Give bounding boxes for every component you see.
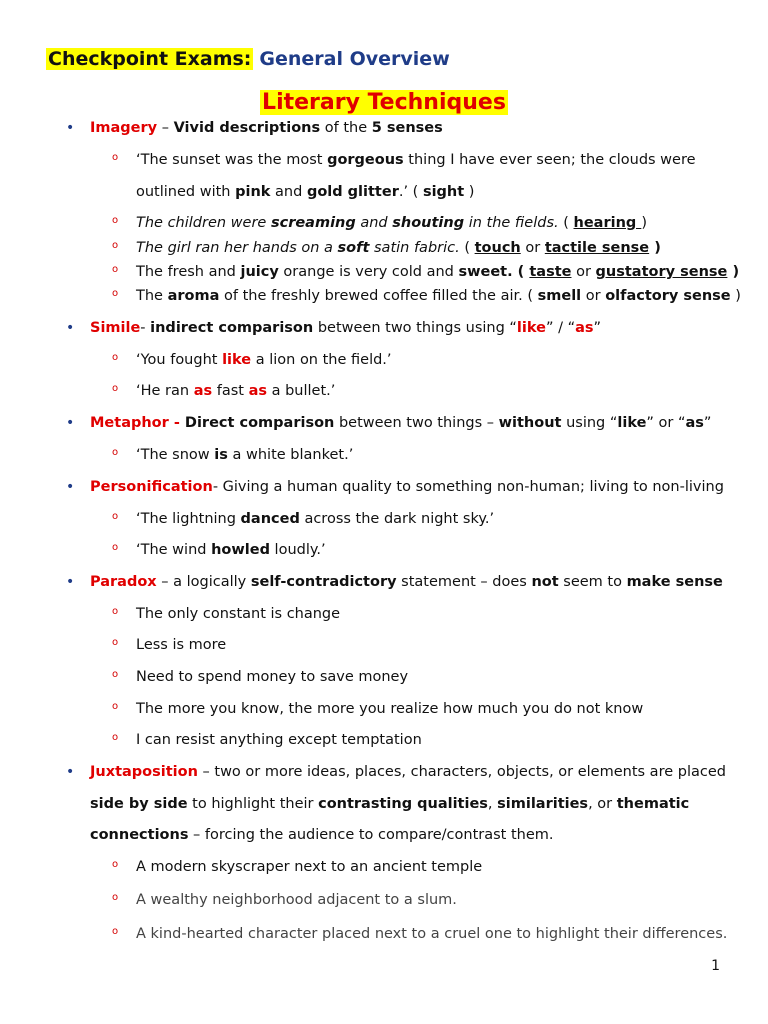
bullet-icon [66,120,74,136]
bullet-icon [66,764,74,780]
document-page: Checkpoint Exams: General Overview Literary Techniques • Imagery – Vivid descriptions of the 5 senses o ‘The sunset was the most gorgeous thing I have ever seen; the clouds were outlined with pink and gold glitter.’ ( sight ) o The children were screaming and shouting in the fields. ( hearing ) o The girl ran her hands on a soft satin fabric. ( touch or tactile sense ) o The fresh and juicy orange is very cold and sweet. ( taste or gustatory sense ) o The aroma of the freshly brewed coffee filled the air. ( smell or olfactory sense ) • Simile- indirect comparison between two things using “like” / “as” o ‘You fought like a lion on the field.’ o ‘He ran as fast as a bullet.’ • Metaphor - Direct comparison between two things – without using “like” or “as” o ‘The snow is a white blanket.’ • Personification- Giving a human quality to something non-human; living to non-living o ‘The lightning danced across the dark night sky.’ o ‘The wind howled loudly.’ • Paradox – a logically self-contradictory statement – does not seem to make sense o The only constant is change o Less is more o Need to spend money to save money o The more you know, the more you realize how much you do not know o I can resist anything except temptation • Juxtaposition – two or more ideas, places, characters, objects, or elements are placed side by side to highlight their contrasting qualities, similarities, or thematic connections – forcing the audience to compare/contrast them. o A modern skyscraper next to an ancient temple o A wealthy neighborhood adjacent to a slum. o A kind-hearted character placed next to a cruel one to highlight their differences. 1 [0,0,768,1024]
circle-bullet-icon: o [112,637,119,648]
page-number: 1 [711,958,720,974]
bullet-icon [66,574,74,590]
circle-bullet-icon: o [112,701,119,712]
header-label: Checkpoint Exams: [48,48,252,70]
circle-bullet-icon: o [112,859,119,870]
circle-bullet-icon: o [112,892,119,903]
circle-bullet-icon: o [112,240,119,251]
circle-bullet-icon: o [112,606,119,617]
circle-bullet-icon: o [112,542,119,553]
bullet-icon [66,320,74,336]
title-wrap [0,90,768,115]
page-title: Literary Techniques [262,90,506,115]
circle-bullet-icon: o [112,447,119,458]
circle-bullet-icon: o [112,511,119,522]
circle-bullet-icon: o [112,926,119,937]
definition: Imagery – Vivid descriptions of the 5 senses [90,120,443,136]
circle-bullet-icon: o [112,215,119,226]
circle-bullet-icon: o [112,152,119,163]
circle-bullet-icon: o [112,383,119,394]
header-subtitle: General Overview [259,48,450,70]
bullet-icon [66,479,74,495]
circle-bullet-icon: o [112,732,119,743]
circle-bullet-icon: o [112,288,119,299]
circle-bullet-icon: o [112,264,119,275]
circle-bullet-icon: o [112,669,119,680]
bullet-icon [66,415,74,431]
header [46,48,450,70]
circle-bullet-icon: o [112,352,119,363]
